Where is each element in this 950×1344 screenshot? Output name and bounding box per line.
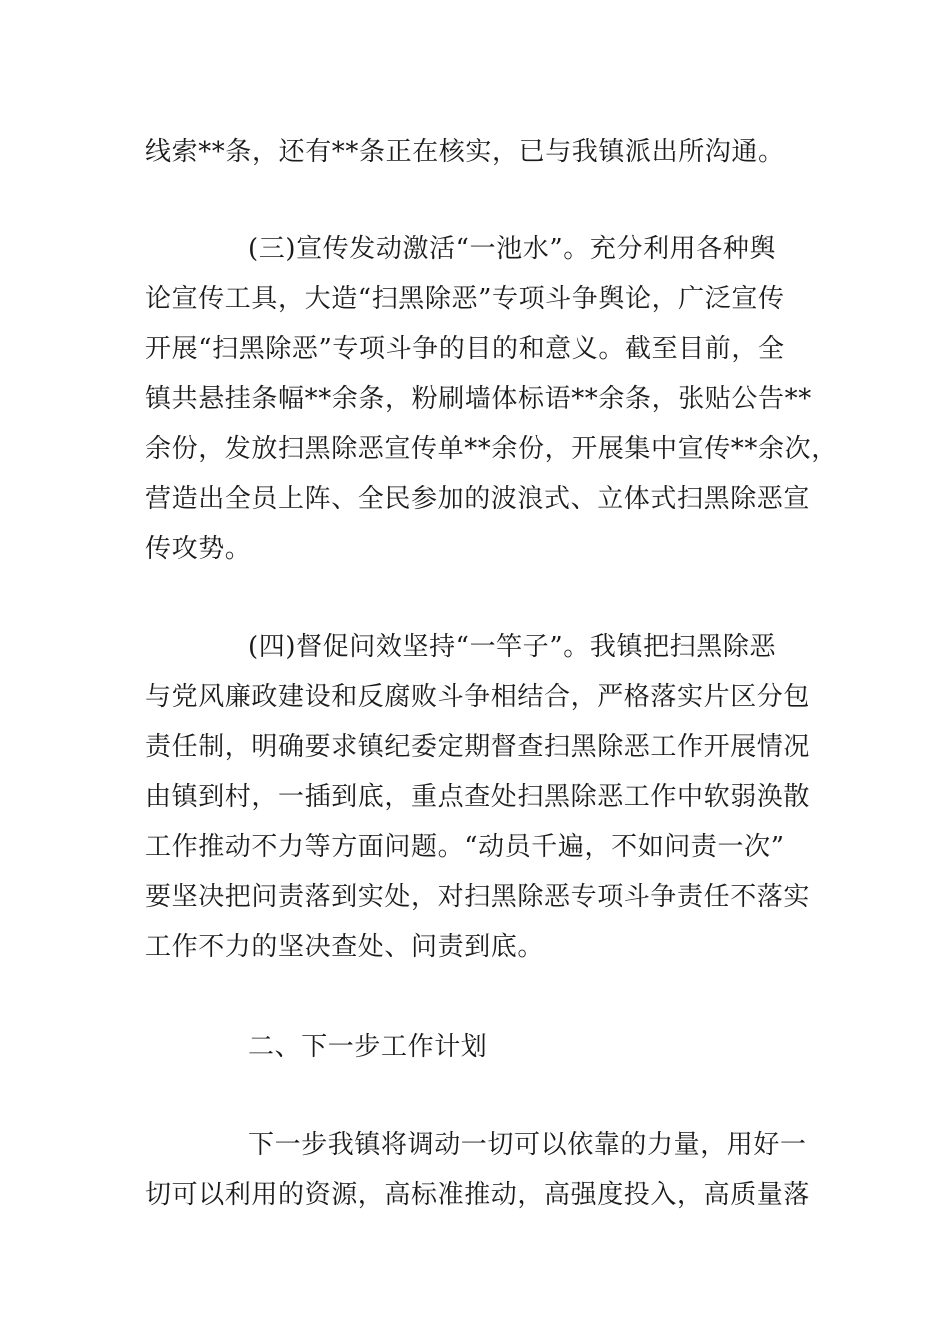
chapter-heading: 二、下一步工作计划: [248, 1032, 488, 1062]
text-line: 与党风廉政建设和反腐败斗争相结合，严格落实片区分包: [145, 682, 811, 712]
text-line: 余份，发放扫黑除恶宣传单**余份，开展集中宣传**余次，: [145, 434, 838, 464]
text-line: 镇共悬挂条幅**余条，粉刷墙体标语**余条，张贴公告**: [145, 384, 812, 414]
text-line: 线索**条，还有**条正在核实，已与我镇派出所沟通。: [145, 137, 785, 167]
text-line: 论宣传工具，大造“扫黑除恶”专项斗争舆论，广泛宣传: [145, 284, 785, 314]
text-line: 切可以利用的资源，高标准推动，高强度投入，高质量落: [145, 1180, 811, 1210]
text-line: 要坚决把问责落到实处，对扫黑除恶专项斗争责任不落实: [145, 882, 811, 912]
section-heading-line: (四)督促问效坚持“一竿子”。我镇把扫黑除恶: [248, 632, 777, 662]
text-line: 责任制，明确要求镇纪委定期督查扫黑除恶工作开展情况: [145, 732, 811, 762]
text-line: 由镇到村，一插到底，重点查处扫黑除恶工作中软弱涣散: [145, 782, 811, 812]
text-line: 开展“扫黑除恶”专项斗争的目的和意义。截至目前，全: [145, 334, 785, 364]
text-line: 下一步我镇将调动一切可以依靠的力量，用好一: [248, 1130, 807, 1160]
text-line: 传攻势。: [145, 534, 252, 564]
text-line: 工作推动不力等方面问题。“动员千遍，不如问责一次”: [145, 832, 785, 862]
section-heading-line: (三)宣传发动激活“一池水”。充分利用各种舆: [248, 234, 777, 264]
text-line: 营造出全员上阵、全民参加的波浪式、立体式扫黑除恶宣: [145, 484, 811, 514]
text-line: 工作不力的坚决查处、问责到底。: [145, 932, 545, 962]
